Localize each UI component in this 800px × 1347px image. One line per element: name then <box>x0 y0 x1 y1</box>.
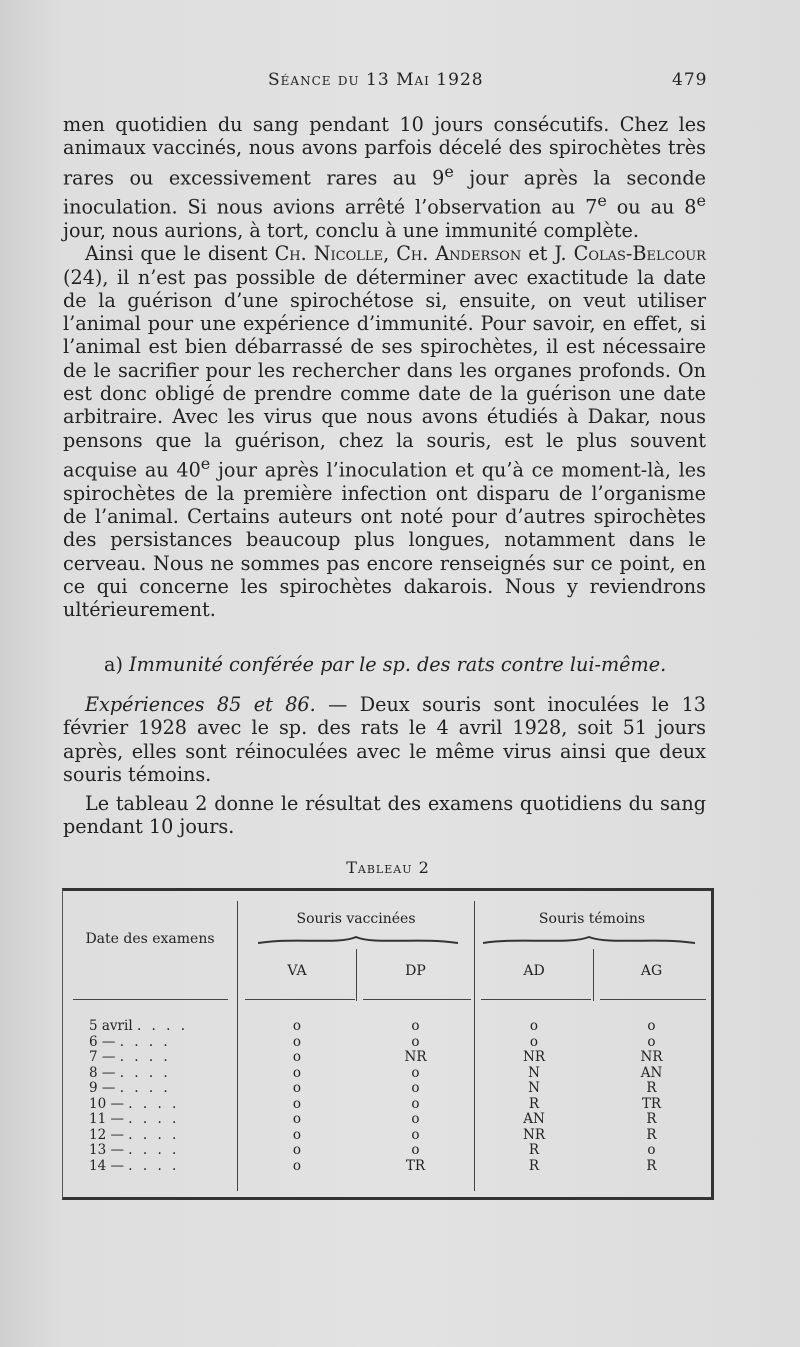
cell: o <box>292 1064 302 1081</box>
date-row: 6 — . . . . <box>89 1033 171 1050</box>
cell: R <box>646 1080 657 1096</box>
cell: o <box>292 1080 302 1096</box>
cell: o <box>647 1142 656 1158</box>
cell: o <box>647 1018 656 1034</box>
cell: o <box>292 1157 302 1174</box>
table-rule <box>363 999 471 1000</box>
cell: o <box>411 1018 420 1034</box>
cell: o <box>292 1111 302 1127</box>
cell: o <box>411 1080 420 1096</box>
paragraph-1: men quotidien du sang pendant 10 jours consécutifs. Chez les animaux vaccinés, nous avons parfois décelé des spirochètes très rares ou excessivement rares au 9e jour après la seconde inoculation. Si nous avions arrêté l’observation au 7e ou au 8e jour, nous aurions, à tort, conclu à une immunité complète. <box>63 113 706 242</box>
col-header-dp: DP <box>405 963 426 979</box>
date-row: 7 — . . . . <box>89 1049 171 1065</box>
cell: o <box>292 1033 302 1050</box>
cell: o <box>411 1064 420 1081</box>
header-title: Séance du 13 Mai 1928 <box>268 70 484 90</box>
paragraph-2: Ainsi que le disent Ch. Nicolle, Ch. Anderson et J. Colas-Belcour (24), il n’est pas possible de déterminer avec exactitude la date de la guérison d’une spirochétose si, ensuite, on veut utiliser l’animal pour une expérience d’immunité. Pour savoir, en effet, si l’animal est bien débarrassé de ses spirochètes, il est nécessaire de le sacrifier pour les rechercher dans les organes profonds. On est donc obligé de prendre comme date de la guérison une date arbitraire. Avec les virus que nous avons étudiés à Dakar, nous pensons que la guérison, chez la souris, est le plus souvent acquise au 40e jour après l’inoculation et qu’à ce moment-là, les spirochètes de la première infection ont disparu de l’organisme de l’animal. Certains auteurs ont noté pour d’autres spirochètes des persistances beaucoup plus longues, notamment dans le cerveau. Nous ne sommes pas encore renseignés sur ce point, en ce qui concerne les spirochètes dakarois. Nous y reviendrons ultérieurement. <box>63 242 706 622</box>
cell: R <box>646 1111 657 1127</box>
cell: o <box>292 1018 302 1034</box>
cell: R <box>528 1157 540 1174</box>
cell: o <box>647 1033 656 1050</box>
cell: o <box>411 1142 420 1158</box>
cell: NR <box>404 1049 427 1065</box>
experiment-text <box>63 693 706 839</box>
date-row: 9 — . . . . <box>89 1080 171 1096</box>
date-row: 5 avril . . . . <box>89 1018 188 1034</box>
table-rule <box>73 999 228 1000</box>
table-caption: Tableau 2 <box>346 858 430 877</box>
cell: o <box>411 1111 420 1127</box>
author-name: Ch. Anderson <box>396 242 522 266</box>
author-name: J. Colas-Belcour <box>554 242 706 266</box>
column-ag <box>594 1019 709 1174</box>
cell: o <box>529 1033 539 1050</box>
brace-controls <box>483 933 695 947</box>
table-rule <box>481 999 591 1000</box>
date-row: 11 — . . . . <box>89 1111 180 1127</box>
body-text <box>63 113 706 621</box>
cell: o <box>292 1126 302 1143</box>
cell: N <box>528 1080 540 1096</box>
cell: o <box>292 1095 302 1112</box>
cell: TR <box>405 1157 426 1174</box>
cell: o <box>411 1126 420 1143</box>
column-dp <box>357 1019 474 1174</box>
author-name: Ch. Nicolle <box>274 242 384 266</box>
date-row: 14 — . . . . <box>89 1157 180 1174</box>
date-row: 12 — . . . . <box>89 1126 180 1143</box>
table-rule <box>600 999 706 1000</box>
section-subheading: a) Immunité conférée par le sp. des rats contre lui-même. <box>104 653 667 676</box>
group-header-vaccinated: Souris vaccinées <box>296 911 416 927</box>
col-header-ad: AD <box>523 963 545 979</box>
cell: R <box>528 1095 540 1112</box>
table-intro-paragraph: Le tableau 2 donne le résultat des examens quotidiens du sang pendant 10 jours. <box>63 792 706 839</box>
group-header-controls: Souris témoins <box>538 911 646 927</box>
cell: o <box>292 1142 302 1158</box>
cell: R <box>528 1142 540 1158</box>
cell: NR <box>523 1049 545 1065</box>
date-column <box>89 1019 188 1174</box>
date-row: 13 — . . . . <box>89 1142 180 1158</box>
cell: AN <box>523 1111 545 1127</box>
column-ad <box>475 1019 593 1174</box>
date-row: 8 — . . . . <box>89 1064 171 1081</box>
date-column-header: Date des examens <box>85 931 215 947</box>
cell: o <box>411 1095 420 1112</box>
cell: TR <box>641 1095 662 1112</box>
cell: AN <box>640 1064 663 1081</box>
cell: NR <box>523 1126 545 1143</box>
experiment-paragraph: Expériences 85 et 86. — Deux souris sont inoculées le 13 février 1928 avec le sp. des rats le 4 avril 1928, soit 51 jours après, elles sont réinoculées avec le même virus ainsi que deux souris témoins. <box>63 693 706 786</box>
col-header-va: VA <box>287 963 307 979</box>
results-table <box>62 888 714 1200</box>
table-rule <box>245 999 355 1000</box>
cell: R <box>646 1126 657 1143</box>
cell: NR <box>640 1049 663 1065</box>
cell: o <box>529 1018 539 1034</box>
column-va <box>238 1019 356 1174</box>
brace-vaccinated <box>258 933 458 947</box>
date-row: 10 — . . . . <box>89 1095 180 1112</box>
cell: R <box>646 1157 657 1174</box>
page-number: 479 <box>672 70 708 90</box>
cell: N <box>528 1064 540 1081</box>
cell: o <box>411 1033 420 1050</box>
cell: o <box>292 1049 302 1065</box>
running-header <box>0 70 800 100</box>
col-header-ag: AG <box>640 963 663 979</box>
